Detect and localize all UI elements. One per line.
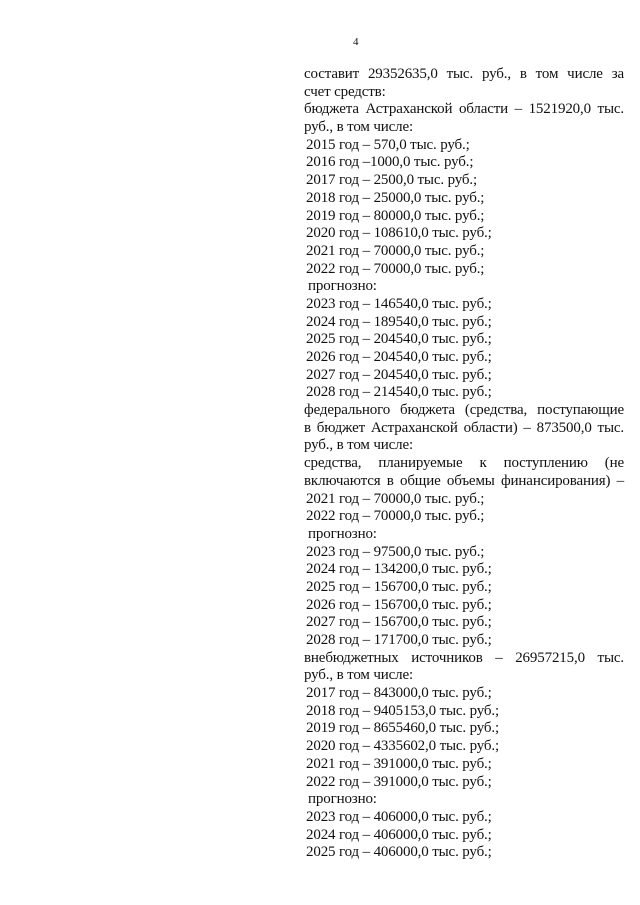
text-line: внебюджетных источников – 26957215,0 тыс.: [304, 649, 624, 666]
text-line: прогнозно:: [308, 791, 377, 808]
text-line: 2028 год – 171700,0 тыс. руб.;: [306, 632, 492, 648]
funding-text-block: [304, 66, 624, 862]
text-line: 2023 год – 406000,0 тыс. руб.;: [306, 808, 492, 825]
page-number: 4: [353, 36, 359, 48]
text-line: счет средств:: [304, 83, 386, 100]
text-line: 2018 год – 25000,0 тыс. руб.;: [306, 189, 485, 206]
text-line: федерального бюджета (средства, поступающие: [304, 402, 624, 419]
text-line: 2022 год – 70000,0 тыс. руб.;: [306, 260, 485, 277]
text-line: руб., в том числе:: [304, 119, 413, 136]
text-line: составит 29352635,0 тыс. руб., в том числе за: [304, 66, 624, 82]
text-line: 2020 год – 4335602,0 тыс. руб.;: [306, 738, 500, 755]
text-line: в бюджет Астраханской области) – 873500,0 тыс.: [304, 419, 624, 436]
text-line: 2020 год – 108610,0 тыс. руб.;: [306, 225, 492, 242]
text-line: 2017 год – 843000,0 тыс. руб.;: [306, 685, 492, 702]
text-line: 2022 год – 70000,0 тыс. руб.;: [306, 508, 485, 525]
text-line: бюджета Астраханской области – 1521920,0 тыс.: [304, 101, 624, 118]
text-line: 2015 год – 570,0 тыс. руб.;: [306, 136, 470, 153]
text-line: 2028 год – 214540,0 тыс. руб.;: [306, 384, 492, 401]
text-line: 2023 год – 97500,0 тыс. руб.;: [306, 543, 485, 560]
text-line: 2022 год – 391000,0 тыс. руб.;: [306, 773, 492, 790]
text-line: 2017 год – 2500,0 тыс. руб.;: [306, 172, 477, 189]
text-line: 2027 год – 204540,0 тыс. руб.;: [306, 366, 492, 383]
text-line: 2027 год – 156700,0 тыс. руб.;: [306, 614, 492, 631]
text-line: 2019 год – 8655460,0 тыс. руб.;: [306, 720, 500, 737]
text-line: 2025 год – 406000,0 тыс. руб.;: [306, 844, 492, 861]
text-line: 2026 год – 156700,0 тыс. руб.;: [306, 596, 492, 613]
text-line: 2021 год – 391000,0 тыс. руб.;: [306, 755, 492, 772]
text-line: 2018 год – 9405153,0 тыс. руб.;: [306, 702, 500, 719]
text-line: 2024 год – 406000,0 тыс. руб.;: [306, 826, 492, 843]
text-line: прогнозно:: [308, 525, 377, 542]
text-line: 2024 год – 134200,0 тыс. руб.;: [306, 561, 492, 578]
text-line: руб., в том числе:: [304, 437, 413, 454]
text-line: 2026 год – 204540,0 тыс. руб.;: [306, 349, 492, 365]
text-line: прогнозно:: [308, 278, 377, 295]
text-line: 2021 год – 70000,0 тыс. руб.;: [306, 490, 485, 507]
text-line: 2016 год –1000,0 тыс. руб.;: [306, 154, 474, 171]
text-line: 2019 год – 80000,0 тыс. руб.;: [306, 207, 485, 224]
text-line: 2025 год – 204540,0 тыс. руб.;: [306, 331, 492, 348]
text-line: 2024 год – 189540,0 тыс. руб.;: [306, 313, 492, 330]
text-line: средства, планируемые к поступлению (не: [304, 455, 624, 472]
text-line: руб., в том числе:: [304, 667, 413, 684]
text-line: 2025 год – 156700,0 тыс. руб.;: [306, 578, 492, 595]
text-line: 2021 год – 70000,0 тыс. руб.;: [306, 242, 485, 259]
text-line: включаются в общие объемы финансирования) –: [304, 472, 624, 489]
text-line: 2023 год – 146540,0 тыс. руб.;: [306, 295, 492, 312]
